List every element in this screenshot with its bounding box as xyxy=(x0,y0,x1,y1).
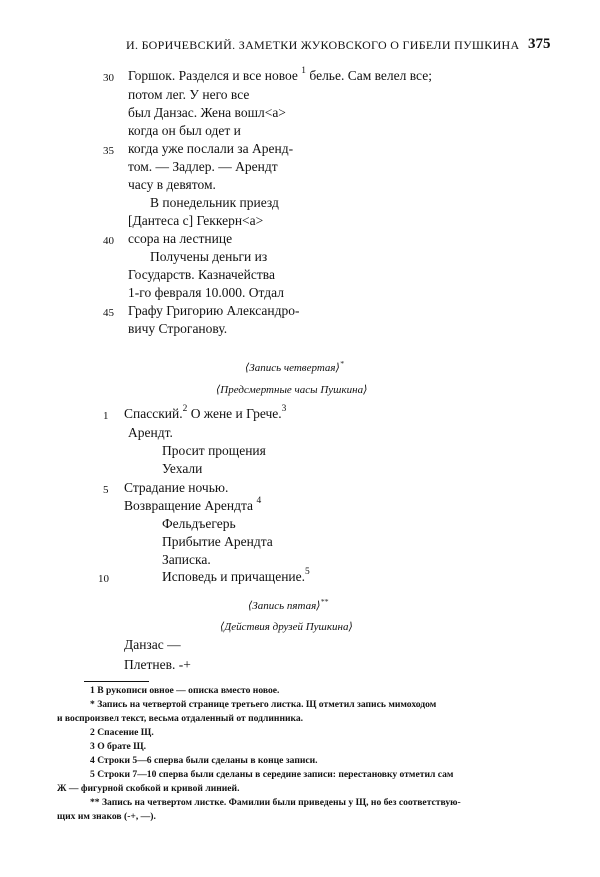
line-number: 10 xyxy=(98,573,109,585)
verse-line: Графу Григорию Александро- xyxy=(128,303,300,318)
line-number: 30 xyxy=(103,72,114,84)
footnote-ref: 1 xyxy=(301,66,307,76)
verse-line: Уехали xyxy=(162,461,203,476)
verse-line: часу в девятом. xyxy=(128,177,216,192)
page-number: 375 xyxy=(528,36,551,52)
verse-line: Прибытие Арендта xyxy=(162,534,273,549)
verse-line: том. — Задлер. — Арендт xyxy=(128,159,278,174)
footnote: 3 О брате Щ. xyxy=(90,741,147,752)
footnote-rule xyxy=(84,681,149,682)
verse-line: когда он был одет и xyxy=(128,123,241,138)
verse-line: Данзас — xyxy=(124,637,181,652)
line-number: 5 xyxy=(103,484,109,496)
verse-line: Спасский.$^2$ О жене и Грече.$^3$ xyxy=(124,404,287,421)
section-heading: ⟨Запись пятая⟩** xyxy=(248,597,329,612)
line-number: 1 xyxy=(103,410,109,422)
verse-line: [Дантеса с] Геккерн<а> xyxy=(128,213,264,228)
section-subheading: ⟨Предсмертные часы Пушкина⟩ xyxy=(216,384,368,396)
verse-line: Возвращение Арендта $^4$ xyxy=(124,496,262,513)
line-number: 45 xyxy=(103,307,114,319)
footnote: 2 Спасение Щ. xyxy=(90,727,154,738)
footnote: Ж — фигурной скобкой и кривой линией. xyxy=(57,783,240,794)
verse-line: Арендт. xyxy=(128,425,173,440)
verse-line: Исповедь и причащение.$^5$ xyxy=(162,567,310,584)
verse-line: Страдание ночью. xyxy=(124,480,229,495)
footnote: 5 Строки 7—10 сперва были сделаны в середине записи: перестановку отметил сам xyxy=(90,769,454,780)
running-title: И. БОРИЧЕВСКИЙ. ЗАМЕТКИ ЖУКОВСКОГО О ГИБЕЛИ ПУШКИНА xyxy=(126,38,520,52)
verse-line: В понедельник приезд xyxy=(150,195,279,210)
footnote: ** Запись на четвертом листке. Фамилии были приведены у Щ, но без соответствую- xyxy=(90,797,461,808)
footnote: 4 Строки 5—6 сперва были сделаны в конце записи. xyxy=(90,755,318,766)
section-subheading: ⟨Действия друзей Пушкина⟩ xyxy=(220,621,353,633)
footnote: и воспроизвел текст, весьма отдаленный от подлинника. xyxy=(57,713,304,724)
verse-line: Записка. xyxy=(162,552,211,567)
verse-line: Фельдъегерь xyxy=(162,516,236,531)
verse-line: когда уже послали за Аренд- xyxy=(128,141,294,156)
verse-line: ссора на лестнице xyxy=(128,231,233,246)
verse-line: вичу Строганову. xyxy=(128,321,228,336)
line-number: 35 xyxy=(103,145,114,157)
verse-line: Государств. Казначейства xyxy=(128,267,275,282)
footnote: щих им знаков (-+, —). xyxy=(57,811,156,822)
footnote: * Запись на четвертой странице третьего листка. Щ отметил запись мимоходом xyxy=(90,699,437,710)
verse-line: Получены деньги из xyxy=(150,249,268,264)
verse-line: 1-го февраля 10.000. Отдал xyxy=(128,285,284,300)
footnote: 1 В рукописи овное — описка вместо новое. xyxy=(90,685,280,696)
verse-line: Плетнев. -+ xyxy=(124,657,191,672)
section-heading: ⟨Запись четвертая⟩* xyxy=(245,359,344,374)
verse-line: был Данзас. Жена вошл<а> xyxy=(128,105,286,120)
line-number: 40 xyxy=(103,235,114,247)
verse-line: Горшок. Разделся и все новое $^1$ белье. Сам велел все; xyxy=(128,66,432,83)
verse-line: Просит прощения xyxy=(162,443,266,458)
verse-line: потом лег. У него все xyxy=(128,87,250,102)
